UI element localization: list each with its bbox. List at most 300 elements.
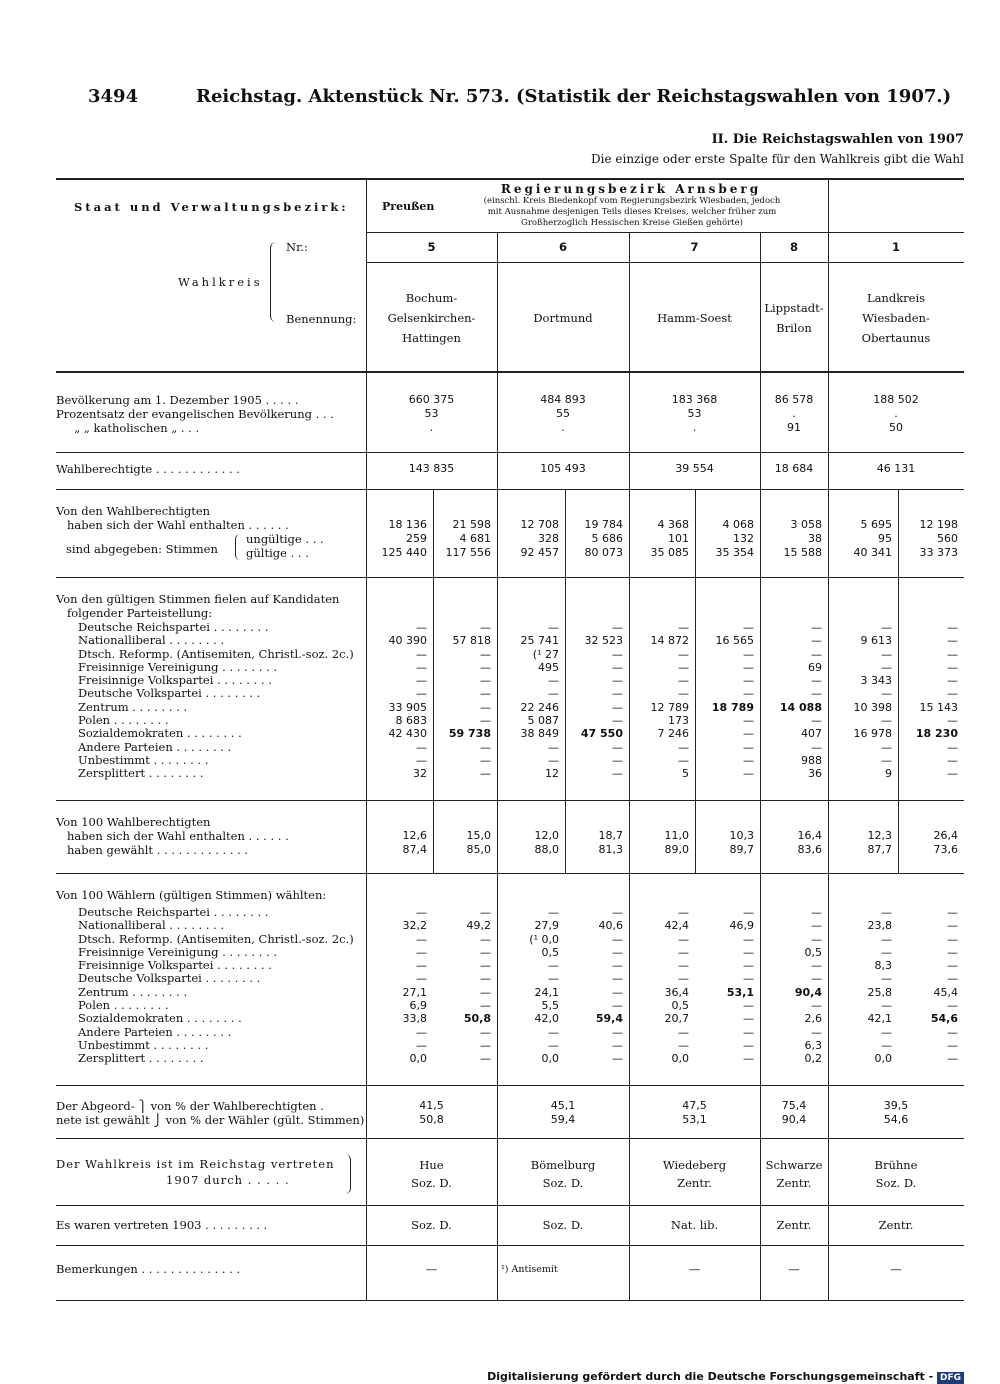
- votes-value: 259: [406, 532, 427, 545]
- party-value: —: [947, 714, 958, 728]
- party-value: 27,1: [402, 985, 427, 999]
- population-cell: [366, 393, 497, 435]
- district-name-line: Bochum-: [405, 291, 458, 305]
- party-label: Deutsche Volkspartei . . . . . . . .: [78, 971, 261, 986]
- vertreten1907-cell: [828, 1156, 964, 1192]
- abgeordnete-cell: [828, 1099, 964, 1127]
- party-value: 45,4: [933, 985, 958, 999]
- party-value: —: [743, 932, 754, 946]
- party-value: —: [612, 932, 623, 946]
- party-value: —: [743, 1052, 754, 1066]
- party-label: Deutsche Reichspartei . . . . . . . .: [78, 620, 269, 634]
- party-label-text: Deutsche Volkspartei: [78, 971, 202, 986]
- party-value: —: [811, 906, 822, 919]
- party-values-col: [898, 621, 958, 781]
- party-label-text: Dtsch. Reformp. (Antisemiten, Christl.-soz. 2c.): [78, 931, 354, 946]
- party-value: 495: [538, 660, 559, 674]
- party-value: —: [612, 621, 623, 634]
- party-value: 0,5: [804, 945, 822, 959]
- population-labels: Bevölkerung am 1. Dezember 1905 . . . . . Prozentsatz der evangelischen Bevölkerung . . . „ „ katholischen „ . . .: [56, 393, 334, 435]
- party-value: —: [947, 932, 958, 946]
- party-value: 25,8: [867, 985, 892, 999]
- party-values-col: [629, 621, 689, 781]
- party-label: Unbestimmt . . . . . . . .: [78, 1037, 209, 1052]
- bemerkungen-label: Bemerkungen . . . . . . . . . . . . . .: [56, 1262, 241, 1276]
- party-label-text: Sozialdemokraten: [78, 1011, 184, 1026]
- party-value: —: [947, 945, 958, 959]
- pct-ber-value: 15,0: [466, 829, 491, 842]
- abgeordnete-labels: Der Abgeord- ⎫ von % der Wahlberechtigten . nete ist gewählt ⎭ von % der Wähler (gült. Stimmen): [56, 1099, 365, 1127]
- votes-value: 328: [538, 532, 559, 545]
- party-value: —: [480, 959, 491, 973]
- district-name: [828, 288, 964, 348]
- party-value: —: [743, 945, 754, 959]
- party-value: —: [612, 1038, 623, 1052]
- party-value: —: [416, 674, 427, 688]
- vertreten1907-cell: [760, 1156, 828, 1192]
- votes-value: 117 556: [445, 546, 491, 559]
- party-value: —: [480, 647, 491, 661]
- district-name-line: Dortmund: [533, 311, 593, 325]
- party-value: —: [480, 674, 491, 688]
- party-value: —: [678, 906, 689, 919]
- party-label-text: Freisinnige Vereinigung: [78, 944, 219, 959]
- party-value: 8 683: [395, 714, 427, 728]
- party-values-col: [366, 621, 427, 781]
- benennung-label: Benennung:: [286, 312, 357, 326]
- pct-ber-value: 12,3: [867, 829, 892, 842]
- vertreten1903-label: Es waren vertreten 1903 . . . . . . . . .: [56, 1218, 268, 1232]
- party-value: —: [881, 932, 892, 946]
- votes-cell: [366, 518, 427, 560]
- abgeordnete-cell: [497, 1099, 629, 1127]
- pct-ber-value: 26,4: [933, 829, 958, 842]
- parties-pct-intro: Von 100 Wählern (gültigen Stimmen) wählten:: [56, 888, 327, 902]
- party-label: Nationalliberal . . . . . . . .: [78, 918, 225, 933]
- party-value: 27,9: [534, 919, 559, 933]
- party-value: 32,2: [402, 919, 427, 933]
- party-value: —: [416, 1025, 427, 1039]
- party-value: 23,8: [867, 919, 892, 933]
- party-value: —: [480, 660, 491, 674]
- district-nr: 6: [558, 240, 567, 254]
- party-label: Freisinnige Volkspartei . . . . . . . .: [78, 958, 272, 973]
- votes-value: 4 681: [459, 532, 491, 545]
- deputy-name: Brühne: [874, 1158, 918, 1172]
- party-label-text: Freisinnige Volkspartei: [78, 958, 214, 973]
- votes-cell: [629, 518, 689, 560]
- votes-value: 125 440: [381, 546, 427, 559]
- party-value: —: [612, 714, 623, 728]
- votes-value: 12 198: [919, 518, 958, 531]
- votes-value: 38: [808, 532, 822, 545]
- party-value: —: [548, 753, 559, 767]
- party-value: —: [416, 959, 427, 973]
- party-value: 0,0: [409, 1052, 427, 1066]
- vertreten1907-cell: [497, 1156, 629, 1192]
- votes-sublabels: ungültige . . . gültige . . .: [246, 532, 324, 560]
- party-value: —: [811, 687, 822, 701]
- pct-ber-value: 12,0: [534, 829, 559, 842]
- bemerkung-value: —: [425, 1262, 438, 1276]
- party-value: 47 550: [580, 727, 623, 741]
- name-row-rule: [366, 262, 964, 263]
- abgeordnete-cell: [629, 1099, 760, 1127]
- party-values-col: [629, 906, 689, 1066]
- abgeordnete-cell: [760, 1099, 828, 1127]
- party-value: —: [947, 674, 958, 688]
- pct-ber-cell: [828, 829, 892, 857]
- abgeordnete-value: 39,5: [883, 1099, 909, 1112]
- deputy-party: Zentr.: [677, 1176, 712, 1190]
- party-labels: [78, 906, 354, 1066]
- population-value: .: [894, 407, 898, 420]
- pct-ber-value: 16,4: [797, 829, 822, 842]
- party-value: 18 789: [711, 700, 754, 714]
- vertreten1903-value: Soz. D.: [411, 1218, 452, 1232]
- population-value: 86 578: [774, 393, 814, 406]
- votes-cell: [695, 518, 754, 560]
- party-value: 38 849: [520, 727, 559, 741]
- party-label-text: Deutsche Reichspartei: [78, 620, 210, 634]
- population-value: .: [692, 421, 697, 434]
- pct-ber-value: 88,0: [534, 843, 559, 856]
- party-label-text: Zersplittert: [78, 1051, 146, 1066]
- party-value: —: [811, 674, 822, 688]
- party-value: —: [881, 621, 892, 634]
- pct-ber-value: 83,6: [797, 843, 822, 856]
- wahlberechtigte-value: 46 131: [876, 462, 916, 475]
- party-value: —: [548, 687, 559, 701]
- party-value: —: [678, 753, 689, 767]
- party-value: —: [811, 714, 822, 728]
- party-value: —: [743, 674, 754, 688]
- party-value: 0,0: [874, 1052, 892, 1066]
- party-value: —: [947, 634, 958, 648]
- party-value: —: [881, 660, 892, 674]
- party-value: —: [811, 999, 822, 1013]
- party-values-col: [695, 906, 754, 1066]
- party-values-col: [760, 621, 822, 781]
- party-value: —: [548, 972, 559, 986]
- party-value: 69: [808, 660, 822, 674]
- bemerkung-value: —: [688, 1262, 701, 1276]
- party-values-col: [497, 621, 559, 781]
- votes-value: 35 085: [650, 546, 689, 559]
- regbez-title: Regierungsbezirk Arnsberg: [500, 182, 762, 196]
- party-value: 14 872: [650, 634, 689, 648]
- party-value: —: [811, 932, 822, 946]
- deputy-name: Hue: [419, 1158, 444, 1172]
- party-value: 33 905: [388, 700, 427, 714]
- party-value: —: [612, 767, 623, 781]
- party-value: —: [743, 1038, 754, 1052]
- population-value: .: [792, 407, 796, 420]
- votes-value: 560: [937, 532, 958, 545]
- party-value: —: [480, 1038, 491, 1052]
- votes-value: 12 708: [520, 518, 559, 531]
- population-value: 55: [556, 407, 570, 420]
- party-value: —: [480, 985, 491, 999]
- party-value: —: [416, 753, 427, 767]
- party-value: —: [548, 674, 559, 688]
- vertreten1903-value: Nat. lib.: [670, 1218, 719, 1232]
- party-value: —: [480, 945, 491, 959]
- party-value: —: [678, 959, 689, 973]
- district-name-line: Hattingen: [402, 331, 461, 345]
- party-label-text: Dtsch. Reformp. (Antisemiten, Christl.-soz. 2c.): [78, 646, 354, 661]
- deputy-name: Schwarze: [765, 1158, 823, 1172]
- party-values-col: [898, 906, 958, 1066]
- party-value: —: [678, 687, 689, 701]
- party-value: —: [612, 687, 623, 701]
- deputy-name: Bömelburg: [530, 1158, 596, 1172]
- party-value: —: [416, 647, 427, 661]
- district-name-line: Lippstadt-: [764, 301, 824, 315]
- party-label: Polen . . . . . . . .: [78, 998, 169, 1013]
- party-value: —: [743, 727, 754, 741]
- party-value: —: [947, 999, 958, 1013]
- party-value: 18 230: [915, 727, 958, 741]
- votes-value: 4 068: [722, 518, 754, 531]
- party-value: 7 246: [657, 727, 689, 741]
- party-value: —: [480, 972, 491, 986]
- district-nr: 7: [690, 240, 699, 254]
- abgeordnete-cell: [366, 1099, 497, 1127]
- abgeordnete-value: 45,1: [550, 1099, 576, 1112]
- deputy-name: Wiedeberg: [662, 1158, 727, 1172]
- votes-brace: [235, 534, 242, 560]
- party-value: —: [480, 714, 491, 728]
- party-value: —: [881, 1038, 892, 1052]
- party-value: —: [480, 740, 491, 754]
- party-value: —: [881, 647, 892, 661]
- district-nr: 5: [427, 240, 436, 254]
- party-label-text: Zentrum: [78, 984, 129, 999]
- party-value: 25 741: [520, 634, 559, 648]
- party-value: —: [881, 906, 892, 919]
- party-value: —: [678, 621, 689, 634]
- party-value: —: [612, 700, 623, 714]
- vertreten1903-value: Zentr.: [776, 1218, 812, 1232]
- nr-row-rule: [366, 232, 964, 233]
- pct-ber-value: 18,7: [598, 829, 623, 842]
- party-value: —: [743, 621, 754, 634]
- bemerkung-value: ¹) Antisemit: [501, 1264, 558, 1275]
- party-value: 40 390: [388, 634, 427, 648]
- party-value: —: [743, 1012, 754, 1026]
- party-value: —: [416, 972, 427, 986]
- votes-cell: [828, 518, 892, 560]
- district-nr: 1: [891, 240, 900, 254]
- party-value: —: [480, 687, 491, 701]
- party-value: —: [881, 740, 892, 754]
- party-values-col: [565, 906, 623, 1066]
- pct-ber-value: 81,3: [598, 843, 623, 856]
- votes-value: 5 686: [591, 532, 623, 545]
- party-value: —: [743, 999, 754, 1013]
- party-value: —: [881, 1025, 892, 1039]
- district-name-line: Hamm-Soest: [657, 311, 732, 325]
- party-label-text: Unbestimmt: [78, 752, 150, 767]
- party-value: —: [743, 959, 754, 973]
- party-value: 0,2: [804, 1052, 822, 1066]
- wahlberechtigte-value: 143 835: [408, 462, 455, 475]
- population-value: .: [561, 421, 565, 434]
- party-value: —: [612, 753, 623, 767]
- party-value: 173: [668, 714, 689, 728]
- party-value: —: [811, 1025, 822, 1039]
- party-value: —: [612, 906, 623, 919]
- bemerkung-value: —: [890, 1262, 902, 1276]
- pct-ber-value: 87,4: [402, 843, 427, 856]
- wahlkreis-label: Wahlkreis: [178, 275, 263, 289]
- party-value: 49,2: [466, 919, 491, 933]
- district-name: [497, 308, 629, 328]
- party-value: —: [743, 753, 754, 767]
- votes-cell: [760, 518, 822, 560]
- votes-value: 101: [668, 532, 689, 545]
- party-value: 2,6: [804, 1012, 822, 1026]
- party-value: 33,8: [402, 1012, 427, 1026]
- votes-cell: [898, 518, 958, 560]
- rule-10: [56, 1300, 964, 1301]
- abgeordnete-value: 53,1: [682, 1113, 707, 1126]
- party-label-text: Deutsche Reichspartei: [78, 905, 210, 919]
- party-value: —: [612, 674, 623, 688]
- party-value: —: [678, 674, 689, 688]
- pct-ber-value: 89,7: [729, 843, 754, 856]
- party-label: Zersplittert . . . . . . . .: [78, 1051, 204, 1066]
- nr-label: Nr.:: [286, 240, 308, 254]
- party-value: 16 978: [853, 727, 892, 741]
- party-label: Freisinnige Vereinigung . . . . . . . .: [78, 659, 278, 674]
- party-value: 988: [801, 753, 822, 767]
- population-cell: [629, 393, 760, 435]
- party-values-col: [433, 621, 491, 781]
- party-value: 42,0: [534, 1012, 559, 1026]
- section-subtitle: Die einzige oder erste Spalte für den Wahlkreis gibt die Wahl: [591, 152, 964, 166]
- population-value: 53: [424, 407, 439, 420]
- party-value: —: [548, 959, 559, 973]
- party-value: —: [678, 647, 689, 661]
- party-value: —: [480, 999, 491, 1013]
- party-label: Freisinnige Vereinigung . . . . . . . .: [78, 944, 278, 959]
- party-value: (¹ 27: [532, 647, 559, 661]
- party-values-col: [366, 906, 427, 1066]
- party-label-text: Andere Parteien: [78, 1024, 173, 1039]
- population-cell: [497, 393, 629, 435]
- population-value: 53: [687, 407, 702, 420]
- party-label-text: Unbestimmt: [78, 1037, 150, 1052]
- party-value: 42,4: [664, 919, 689, 933]
- party-value: —: [811, 972, 822, 986]
- page-title: Reichstag. Aktenstück Nr. 573. (Statistik der Reichstagswahlen von 1907.): [196, 86, 952, 107]
- party-value: 6,3: [804, 1038, 822, 1052]
- pct-ber-value: 11,0: [664, 829, 689, 842]
- population-cell: [760, 393, 828, 435]
- votes-value: 3 058: [790, 518, 822, 531]
- party-value: —: [947, 740, 958, 754]
- party-value: 42 430: [388, 727, 427, 741]
- party-label-text: Deutsche Volkspartei: [78, 686, 202, 701]
- party-value: —: [947, 767, 958, 781]
- party-value: 20,7: [664, 1012, 689, 1026]
- party-labels: [78, 621, 354, 781]
- vertreten1903-value: Zentr.: [878, 1218, 914, 1232]
- party-value: 54,6: [930, 1012, 958, 1026]
- pct-ber-cell: [497, 829, 559, 857]
- party-label-text: Freisinnige Volkspartei: [78, 673, 214, 688]
- population-value: 188 502: [873, 393, 919, 406]
- party-value: 0,0: [541, 1052, 559, 1066]
- pct-ber-cell: [433, 829, 491, 857]
- party-value: —: [480, 932, 491, 946]
- party-value: —: [548, 1038, 559, 1052]
- party-value: 12: [545, 767, 559, 781]
- party-value: 24,1: [534, 985, 559, 999]
- party-value: —: [881, 945, 892, 959]
- party-label: Zersplittert . . . . . . . .: [78, 766, 204, 781]
- party-value: —: [612, 945, 623, 959]
- party-value: 53,1: [726, 985, 754, 999]
- party-value: —: [947, 959, 958, 973]
- party-value: —: [612, 647, 623, 661]
- party-value: —: [743, 647, 754, 661]
- votes-value: 4 368: [657, 518, 689, 531]
- party-value: —: [548, 621, 559, 634]
- party-value: 40,6: [598, 919, 623, 933]
- party-label: Polen . . . . . . . .: [78, 713, 169, 728]
- party-values-col: [828, 906, 892, 1066]
- population-value: 50: [889, 421, 903, 434]
- party-label: [78, 933, 354, 946]
- party-label: Nationalliberal . . . . . . . .: [78, 633, 225, 648]
- party-value: —: [416, 1038, 427, 1052]
- party-label-text: Polen: [78, 713, 111, 728]
- party-value: —: [612, 1052, 623, 1066]
- party-value: —: [947, 1025, 958, 1039]
- votes-cell: [565, 518, 623, 560]
- party-value: —: [881, 999, 892, 1013]
- votes-value: 132: [733, 532, 754, 545]
- party-value: —: [612, 959, 623, 973]
- party-value: —: [416, 740, 427, 754]
- population-value: 91: [787, 421, 801, 434]
- party-label-text: Sozialdemokraten: [78, 726, 184, 741]
- party-value: —: [947, 972, 958, 986]
- party-value: —: [947, 660, 958, 674]
- vertreten1907-labels: Der Wahlkreis ist im Reichstag vertreten 1907 durch . . . . .: [56, 1157, 335, 1187]
- party-value: —: [678, 1025, 689, 1039]
- party-value: 32 523: [584, 634, 623, 648]
- party-value: 9 613: [860, 634, 892, 648]
- district-name: [760, 298, 828, 338]
- abgeordnete-value: 50,8: [419, 1113, 444, 1126]
- party-value: 32: [413, 767, 427, 781]
- district-name: [629, 308, 760, 328]
- party-value: —: [743, 906, 754, 919]
- party-value: —: [416, 687, 427, 701]
- pct-ber-value: 85,0: [466, 843, 491, 856]
- party-value: —: [811, 621, 822, 634]
- party-values-col: [497, 906, 559, 1066]
- wahlberechtigte-value: 105 493: [540, 462, 586, 475]
- party-value: —: [743, 972, 754, 986]
- pct-ber-cell: [695, 829, 754, 857]
- party-value: 407: [801, 727, 822, 741]
- party-value: —: [416, 621, 427, 634]
